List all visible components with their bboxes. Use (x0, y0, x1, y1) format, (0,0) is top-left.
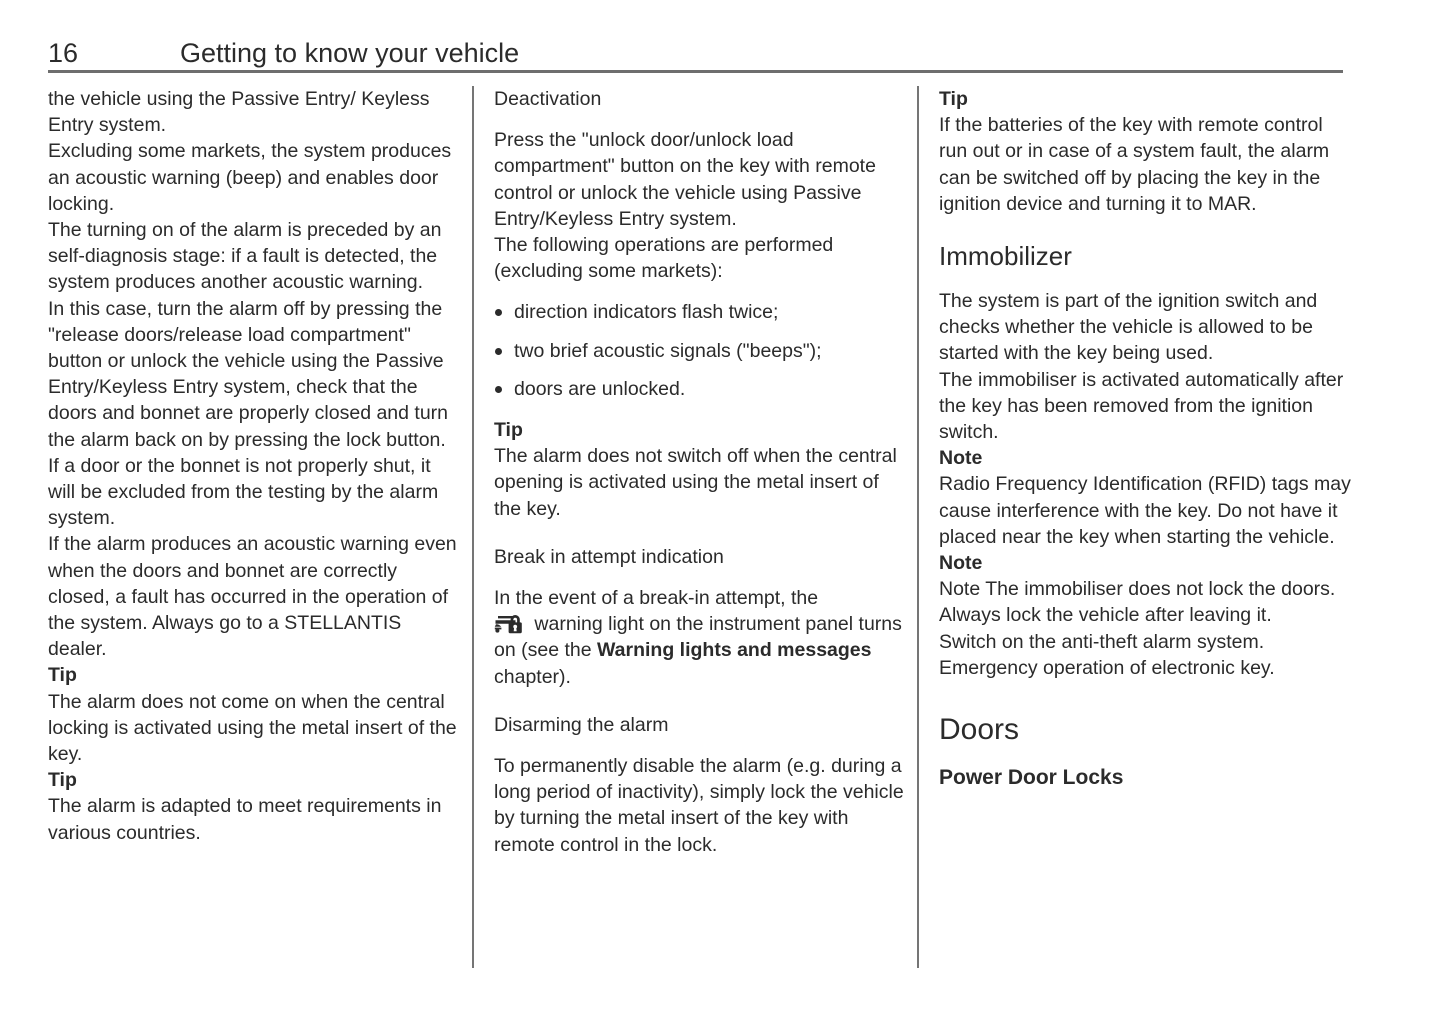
content-columns (0, 86, 1445, 976)
paragraph: If the alarm produces an acoustic warning even when the doors and bonnet are correctly closed, a fault has occurred in the operation of the system. Always go to a STELLANTIS dealer. (48, 533, 457, 661)
section-heading-deactivation: Deactivation (494, 88, 602, 110)
column-2 (494, 86, 906, 976)
break-in-text-after: warning light on the instrument panel turns on (see the (494, 613, 902, 662)
paragraph: The system is part of the ignition switch and checks whether the vehicle is allowed to be started with the key being used. (939, 290, 1318, 365)
paragraph: The following operations are performed (excluding some markets): (494, 234, 834, 283)
list-item (494, 338, 906, 364)
paragraph: Emergency operation of electronic key. (939, 656, 1275, 679)
page-header (48, 36, 1343, 72)
list-item (494, 376, 906, 402)
tip-label: Tip (48, 769, 77, 792)
column-divider-1 (472, 86, 474, 968)
paragraph: Excluding some markets, the system produces an acoustic warning (beep) and enables door locking. (48, 140, 452, 215)
paragraph: Switch on the anti-theft alarm system. (939, 630, 1265, 653)
page-title: Getting to know your vehicle (180, 38, 520, 68)
header-divider-rule (48, 70, 1343, 73)
section-heading-break-in: Break in attempt indication (494, 545, 724, 568)
vehicle-security-warning-light-icon (494, 612, 526, 636)
tip-label: Tip (494, 419, 523, 442)
page-number: 16 (48, 38, 79, 68)
note-label: Note (939, 552, 983, 575)
note-text: Radio Frequency Identification (RFID) tags may cause interference with the key. Do not have it placed near the key when starting the vehicle. (939, 473, 1351, 548)
section-heading-doors: Doors (939, 713, 1020, 747)
list-item (494, 299, 906, 325)
bullet-dot-icon (495, 386, 502, 393)
column-divider-2 (917, 86, 919, 968)
paragraph: the vehicle using the Passive Entry/ Keyless Entry system. (48, 88, 430, 137)
list-item-label: doors are unlocked. (514, 377, 686, 400)
bullet-dot-icon (495, 309, 502, 316)
column-3 (939, 86, 1351, 976)
list-item-label: two brief acoustic signals ("beeps"); (514, 339, 822, 362)
break-in-text-end: chapter). (494, 665, 571, 688)
tip-label: Tip (939, 88, 968, 110)
paragraph: To permanently disable the alarm (e.g. during a long period of inactivity), simply lock the vehicle by turning the metal insert of the key with remote control in the lock. (494, 755, 904, 856)
tip-text: The alarm does not come on when the central locking is activated using the metal insert of the key. (48, 690, 457, 766)
paragraph: The turning on of the alarm is preceded by an self-diagnosis stage: if a fault is detected, the system produces another acoustic warning. (48, 219, 442, 294)
section-heading-immobilizer: Immobilizer (939, 241, 1072, 272)
paragraph: Press the "unlock door/unlock load compartment" button on the key with remote control or unlock the vehicle using Passive Entry/Keyless Entry system. (494, 129, 876, 230)
tip-text: The alarm does not switch off when the central opening is activated using the metal insert of the key. (494, 445, 897, 520)
list-item-label: direction indicators flash twice; (514, 301, 779, 324)
break-in-paragraph (494, 585, 906, 690)
break-in-text-before: In the event of a break-in attempt, the (494, 587, 819, 610)
note-label: Note (939, 447, 983, 470)
tip-label: Tip (48, 664, 77, 687)
subsection-heading-power-door-locks: Power Door Locks (939, 766, 1124, 790)
paragraph: If a door or the bonnet is not properly shut, it will be excluded from the testing by the alarm system. (48, 454, 439, 530)
tip-text: If the batteries of the key with remote control run out or in case of a system fault, the alarm can be switched off by placing the key in the ignition device and turning it to MAR. (939, 114, 1330, 215)
bullet-dot-icon (495, 348, 502, 355)
paragraph: The immobiliser is activated automatically after the key has been removed from the ignition switch. (939, 368, 1344, 444)
tip-text: The alarm is adapted to meet requirements in various countries. (48, 795, 442, 844)
chapter-reference: Warning lights and messages (596, 639, 872, 662)
column-1 (48, 86, 460, 976)
note-text: Note The immobiliser does not lock the doors. Always lock the vehicle after leaving it. (939, 578, 1336, 627)
operations-list (494, 299, 906, 402)
paragraph: In this case, turn the alarm off by pressing the "release doors/release load compartment" button or unlock the vehicle using the Passive Entry/Keyless Entry system, check that the doors and bonnet are properly closed and turn the alarm back on by pressing the lock button. (48, 297, 449, 451)
section-heading-disarming: Disarming the alarm (494, 713, 669, 736)
